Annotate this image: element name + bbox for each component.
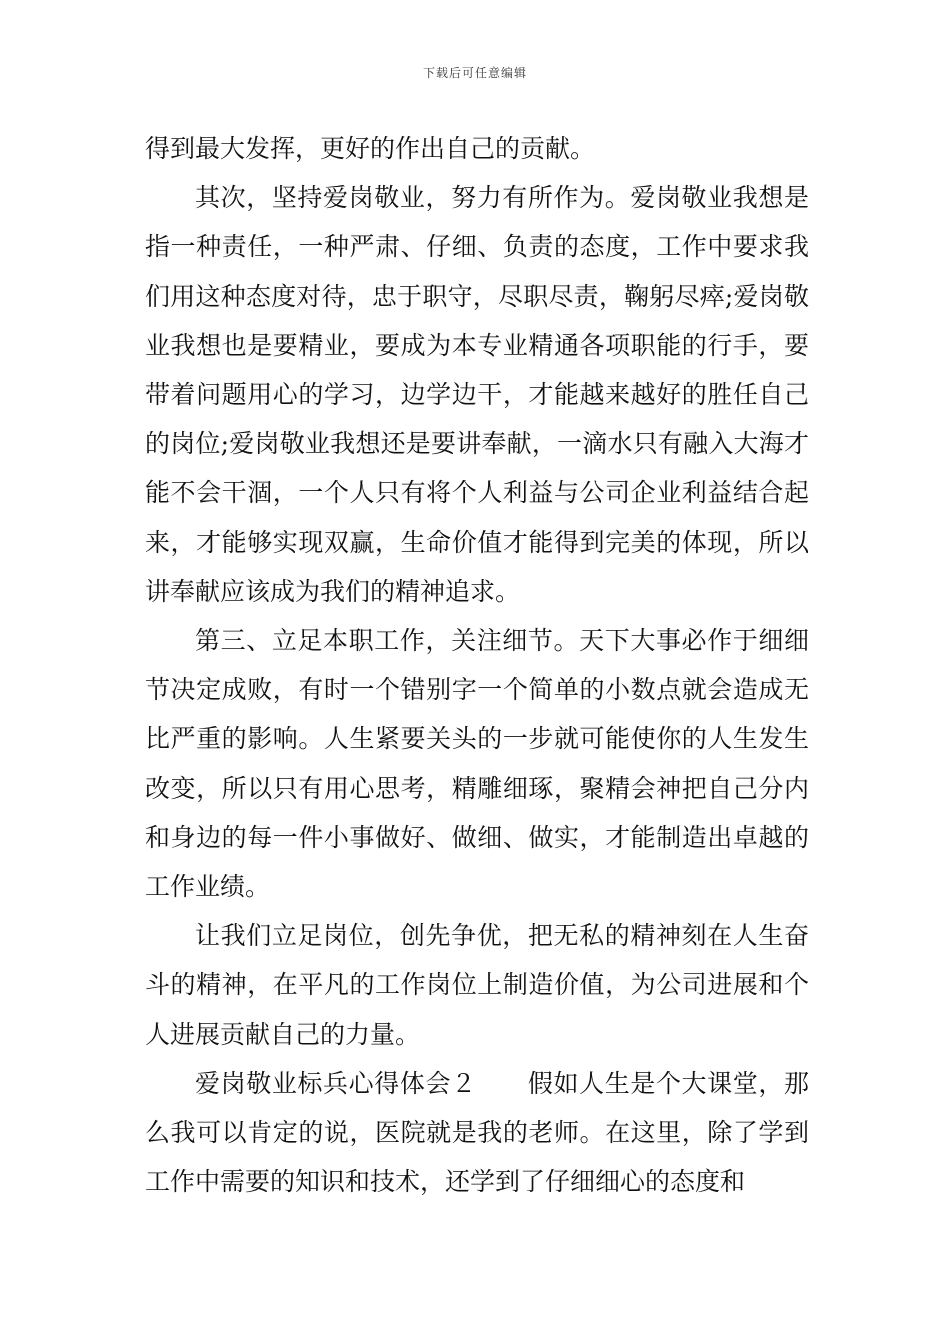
paragraph-essay-two: 爱岗敬业标兵心得体会２ 假如人生是个大课堂，那么我可以肯定的说，医院就是我的老师。在这里，除了学到工作中需要的知识和技术，还学到了仔细细心的态度和	[145, 1068, 809, 1197]
paragraph-conclusion: 让我们立足岗位，创先争优，把无私的精神刻在人生奋斗的精神，在平凡的工作岗位上制造价值，为公司进展和个人进展贡献自己的力量。	[145, 921, 809, 1049]
paragraph-dedication: 其次，坚持爱岗敬业，努力有所作为。爱岗敬业我想是指一种责任，一种严肃、仔细、负责的态度，工作中要求我们用这种态度对待，忠于职守，尽职尽责，鞠躬尽瘁;爱岗敬业我想也是要精业，要成为本专业精通各项职能的行手，要带着问题用心的学习，边学边干，才能越来越好的胜任自己的岗位;爱岗敬业我想还是要讲奉献，一滴水只有融入大海才能不会干涸，一个人只有将个人利益与公司企业利益结合起来，才能够实现双赢，生命价值才能得到完美的体现，所以讲奉献应该成为我们的精神追求。	[145, 183, 809, 606]
paragraph-continuation: 得到最大发挥，更好的作出自己的贡献。	[145, 134, 596, 163]
page-header: 下载后可任意编辑	[422, 66, 527, 80]
document-body	[145, 124, 809, 1206]
paragraph-details: 第三、立足本职工作，关注细节。天下大事必作于细细节决定成败，有时一个错别字一个简单的小数点就会造成无比严重的影响。人生紧要关头的一步就可能使你的人生发生改变，所以只有用心思考，精雕细琢，聚精会神把自己分内和身边的每一件小事做好、做细、做实，才能制造出卓越的工作业绩。	[145, 626, 809, 902]
